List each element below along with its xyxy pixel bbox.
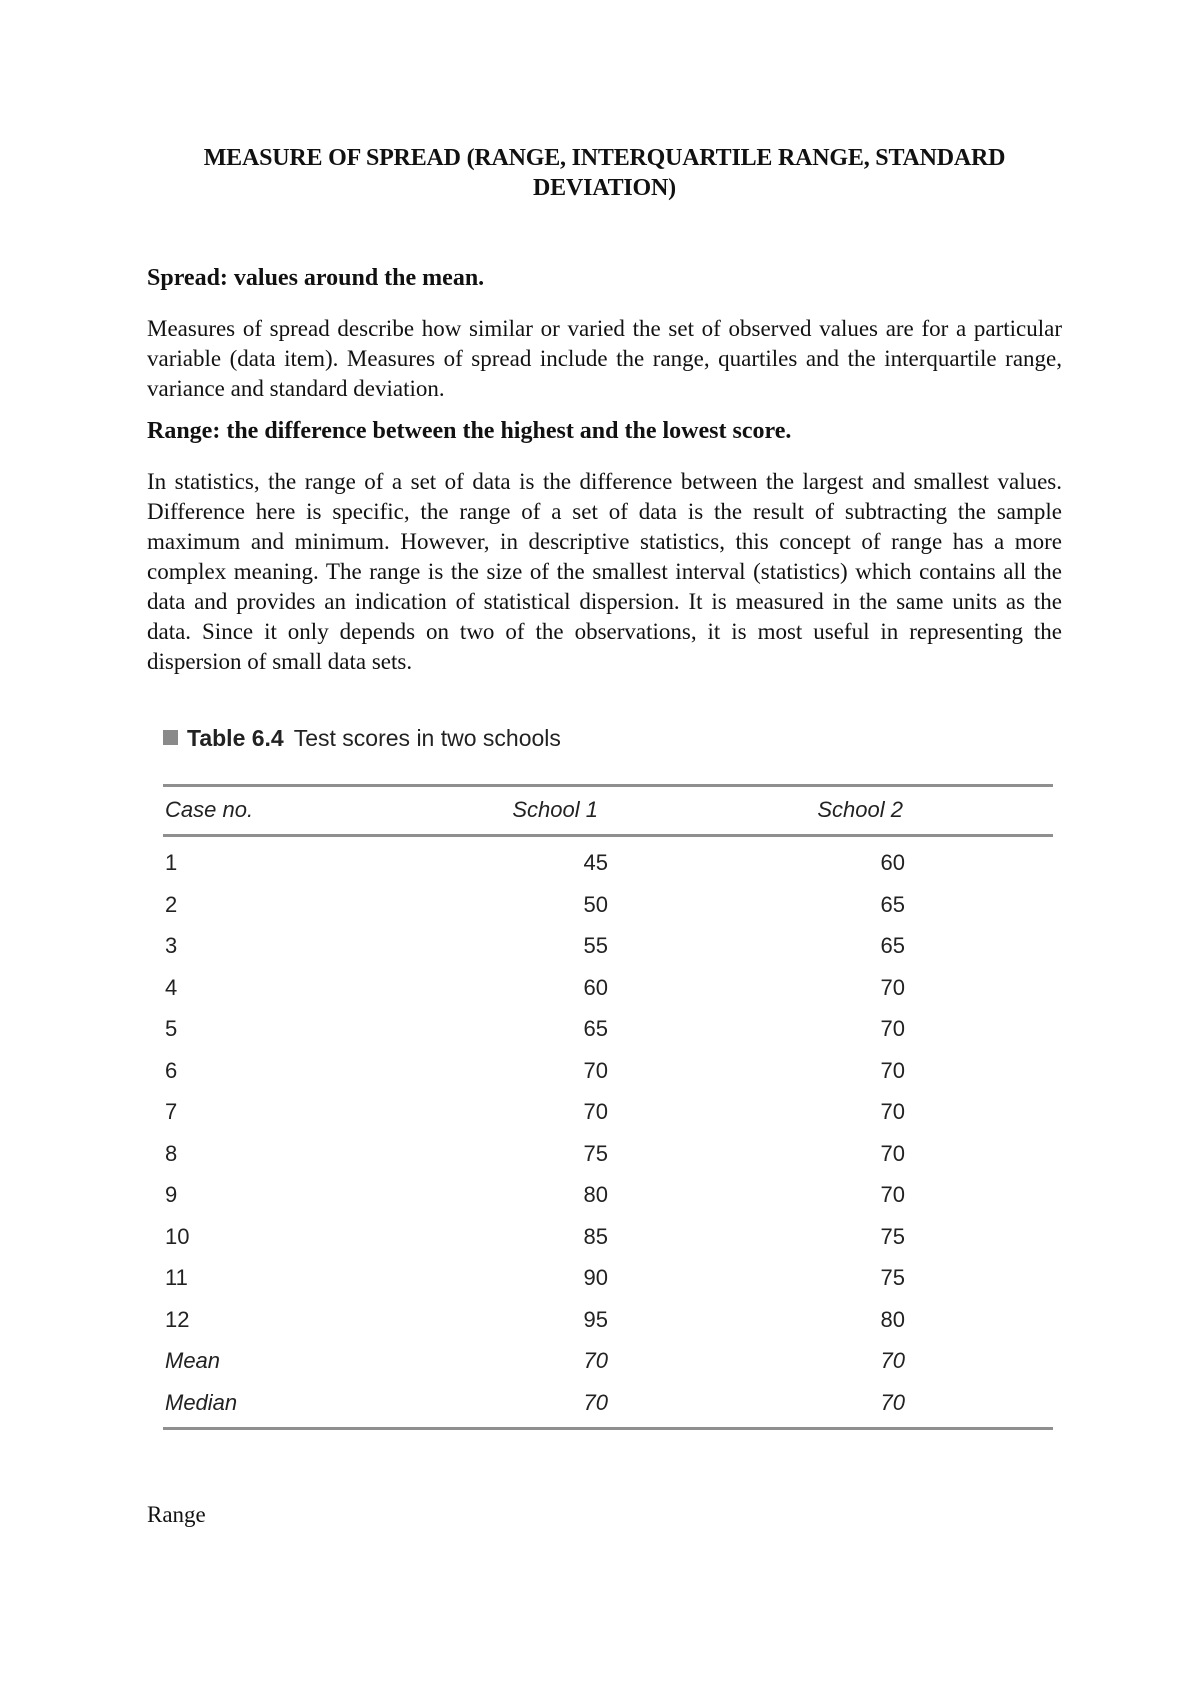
cell-school-2: 70 [880, 1140, 905, 1166]
cell-school-1: 80 [583, 1182, 608, 1207]
cell-school-1: 70 [583, 1099, 608, 1124]
cell-case: 1 [165, 850, 178, 875]
cell-case: 8 [165, 1140, 178, 1166]
cell-school-1: 70 [583, 1348, 608, 1373]
cell-case: Mean [165, 1348, 221, 1373]
cell-school-2: 65 [880, 891, 905, 917]
cell-case: 11 [165, 1265, 188, 1290]
cell-school-2: 70 [880, 1348, 905, 1373]
cell-school-1: 65 [583, 1016, 608, 1041]
table-row [163, 1216, 1053, 1258]
header-school-1: School 1 [512, 797, 598, 822]
range-heading: Range: the difference between the highest and the lowest score. [147, 418, 792, 444]
table-header-rule [163, 834, 1053, 837]
table-bottom-rule [163, 1427, 1053, 1430]
cell-school-2: 70 [880, 1099, 905, 1124]
cell-case: 4 [165, 974, 178, 1000]
cell-school-2: 70 [880, 1389, 905, 1415]
table-row [163, 1008, 1053, 1050]
cell-school-1: 55 [583, 933, 608, 958]
range-paragraph: In statistics, the range of a set of data is the difference between the largest and smallest values. Difference here is specific, the range of a set of data is the result of subtracting the sample maximum and minimum. However, in descriptive statistics, this concept of range has a more complex meaning. The range is the size of the smallest interval (statistics) which contains all the data and provides an indication of statistical dispersion. It is measured in the same units as the data. Since it only depends on two of the observations, it is most useful in representing the dispersion of small data sets. [147, 469, 1062, 674]
cell-case: 5 [165, 1016, 178, 1041]
header-school-2: School 2 [817, 797, 903, 822]
spread-heading: Spread: values around the mean. [147, 265, 485, 291]
cell-school-1: 45 [583, 850, 608, 875]
cell-school-2: 75 [880, 1223, 905, 1249]
cell-school-1: 60 [583, 974, 608, 1000]
cell-case: 7 [165, 1099, 178, 1124]
cell-school-2: 70 [880, 1016, 905, 1041]
cell-school-1: 70 [583, 1389, 608, 1415]
caption-square-icon [163, 730, 178, 745]
cell-school-1: 95 [583, 1306, 608, 1332]
table-row [163, 1174, 1053, 1216]
table-caption [163, 722, 561, 754]
table-summary-row [163, 1382, 1053, 1424]
cell-school-2: 70 [880, 1182, 905, 1207]
table-row [163, 925, 1053, 967]
cell-school-2: 60 [880, 850, 905, 875]
cell-school-1: 70 [583, 1057, 608, 1083]
table-row [163, 1050, 1053, 1092]
cell-school-1: 85 [583, 1223, 608, 1249]
header-case-no: Case no. [165, 797, 254, 822]
table-row [163, 1133, 1053, 1175]
table-row [163, 1299, 1053, 1341]
cell-school-2: 75 [880, 1265, 905, 1290]
table-row [163, 842, 1053, 884]
cell-case: 10 [165, 1223, 190, 1249]
table-body [163, 842, 1053, 1423]
cell-school-2: 80 [880, 1306, 905, 1332]
cell-school-2: 70 [880, 1057, 905, 1083]
cell-case: 12 [165, 1306, 190, 1332]
cell-school-2: 70 [880, 974, 905, 1000]
table-number: Table 6.4 [187, 725, 284, 751]
table-row [163, 967, 1053, 1009]
table-header-row [163, 787, 1053, 834]
document-title: MEASURE OF SPREAD (RANGE, INTERQUARTILE RANGE, STANDARD DEVIATION) [203, 145, 1006, 201]
table-row [163, 884, 1053, 926]
table-caption-text: Test scores in two schools [293, 725, 561, 751]
cell-school-1: 90 [583, 1265, 608, 1290]
cell-school-1: 50 [583, 891, 608, 917]
cell-case: 9 [165, 1182, 178, 1207]
table-summary-row [163, 1340, 1053, 1382]
cell-case: 3 [165, 933, 178, 958]
cell-case: 6 [165, 1057, 178, 1083]
table-row [163, 1257, 1053, 1299]
cell-case: Median [165, 1389, 238, 1415]
table-row [163, 1091, 1053, 1133]
cell-school-2: 65 [880, 933, 905, 958]
range-label: Range [147, 1502, 206, 1527]
cell-school-1: 75 [583, 1140, 608, 1166]
cell-case: 2 [165, 891, 178, 917]
spread-paragraph: Measures of spread describe how similar or varied the set of observed values are for a particular variable (data item). Measures of spread include the range, quartiles and the interquartile range, variance and standard deviation. [147, 316, 1062, 401]
